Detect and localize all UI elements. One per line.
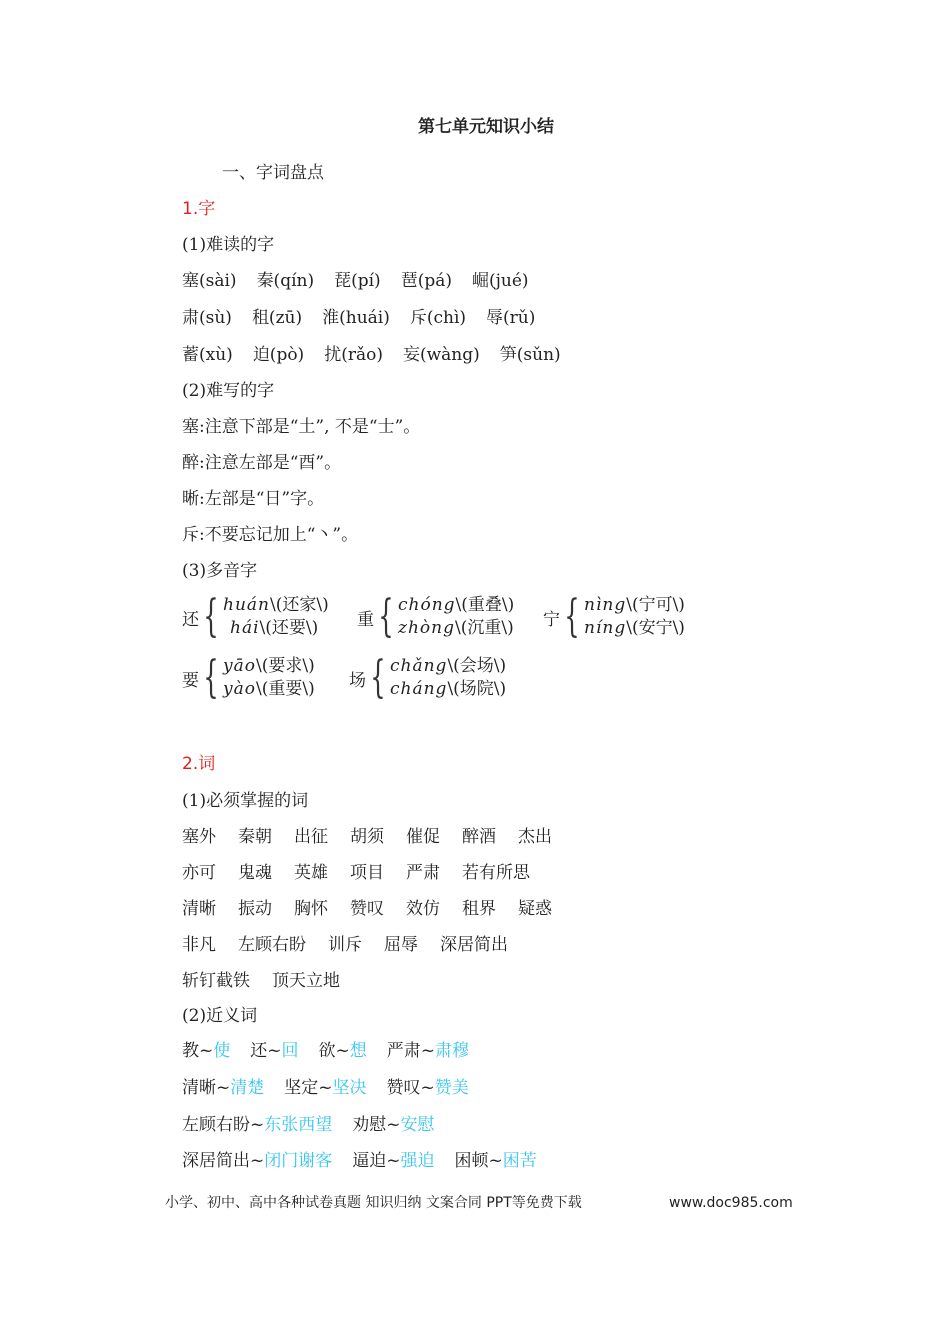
word-item: 斩钉截铁: [182, 971, 250, 991]
word-item: 屈辱: [384, 935, 418, 955]
hard-read-row-1: [182, 270, 549, 292]
synonym-row: [182, 1150, 557, 1172]
brace: {: [203, 591, 219, 642]
polyphonic-group: [349, 652, 507, 703]
word-item: 杰出: [518, 827, 552, 847]
pinyin: níng: [584, 618, 627, 638]
word-item: 项目: [350, 863, 384, 883]
char-item: 蓄(xù): [182, 345, 233, 365]
word-item: 振动: [238, 899, 272, 919]
synonym-word: 困顿~: [454, 1151, 503, 1171]
subsection-chars: 1.字: [182, 199, 216, 219]
hard-read-label: (1)难读的字: [182, 235, 275, 255]
brace: {: [378, 591, 394, 642]
char-item: 租(zū): [251, 308, 303, 328]
example-word: \(宁可\): [626, 595, 685, 615]
subsection-words: 2.词: [182, 754, 216, 774]
footer-link[interactable]: www.doc985.com: [669, 1195, 793, 1211]
page-title: 第七单元知识小结: [418, 117, 554, 137]
polyphonic-group: [182, 591, 329, 642]
synonym-word: 严肃~: [386, 1041, 435, 1061]
brace: {: [370, 652, 386, 703]
hard-read-row-3: [182, 344, 581, 366]
polyphonic-label: (3)多音字: [182, 561, 258, 581]
word-item: 清晰: [182, 899, 216, 919]
word-item: 顶天立地: [272, 971, 340, 991]
word-item: 出征: [294, 827, 328, 847]
brace: {: [203, 652, 219, 703]
synonym-answer: 清楚: [230, 1078, 265, 1098]
char-item: 扰(rǎo): [324, 345, 383, 365]
word-item: 深居简出: [440, 935, 508, 955]
synonym-answer: 东张西望: [264, 1115, 333, 1135]
char-item: 斥(chì): [409, 308, 467, 328]
hard-write-label: (2)难写的字: [182, 381, 275, 401]
pinyin: yāo: [223, 656, 256, 676]
pinyin: zhòng: [398, 618, 455, 638]
synonym-word: 左顾右盼~: [182, 1115, 265, 1135]
synonym-answer: 使: [213, 1041, 231, 1061]
example-word: \(重要\): [255, 679, 315, 699]
synonym-word: 清晰~: [182, 1078, 231, 1098]
synonym-word: 教~: [182, 1041, 214, 1061]
char-item: 迫(pò): [252, 345, 305, 365]
hard-write-item: 塞:注意下部是“土”, 不是“士”。: [182, 417, 421, 437]
word-item: 赞叹: [350, 899, 384, 919]
example-word: \(重叠\): [455, 595, 515, 615]
char-item: 淮(huái): [322, 308, 390, 328]
word-item: 醉酒: [462, 827, 496, 847]
synonym-word: 还~: [250, 1041, 282, 1061]
hard-write-item: 斥:不要忘记加上“丶”。: [182, 525, 359, 545]
hard-read-row-2: [182, 307, 555, 329]
word-item: 秦朝: [238, 827, 272, 847]
word-item: 训斥: [328, 935, 362, 955]
synonym-word: 逼迫~: [352, 1151, 401, 1171]
synonym-word: 赞叹~: [386, 1078, 435, 1098]
example-word: \(安宁\): [626, 618, 685, 638]
char-item: 秦(qín): [256, 271, 315, 291]
word-row: [182, 862, 552, 884]
example-word: \(会场\): [447, 656, 507, 676]
polyphonic-group: [182, 652, 315, 703]
word-item: 塞外: [182, 827, 216, 847]
pinyin: chóng: [398, 595, 456, 615]
word-item: 左顾右盼: [238, 935, 306, 955]
synonym-answer: 肃穆: [435, 1041, 469, 1061]
pinyin: cháng: [390, 679, 448, 699]
synonym-answer: 困苦: [502, 1151, 537, 1171]
word-item: 胡须: [350, 827, 384, 847]
synonym-row: [182, 1040, 489, 1062]
char-item: 肃(sù): [182, 308, 232, 328]
word-item: 催促: [406, 827, 440, 847]
char-item: 塞(sài): [182, 271, 237, 291]
pinyin: hái: [230, 618, 260, 638]
example-word: \(沉重\): [454, 618, 514, 638]
char-item: 妄(wàng): [402, 345, 480, 365]
word-item: 胸怀: [294, 899, 328, 919]
example-word: \(还要\): [259, 618, 319, 638]
word-row: [182, 826, 574, 848]
synonym-answer: 闭门谢客: [264, 1151, 333, 1171]
hard-write-item: 晰:左部是“日”字。: [182, 489, 325, 509]
pinyin: huán: [223, 595, 270, 615]
char-item: 琵(pí): [334, 271, 381, 291]
synonym-word: 欲~: [318, 1041, 350, 1061]
word-item: 英雄: [294, 863, 328, 883]
polyphonic-group: [357, 591, 515, 642]
word-row: [182, 970, 362, 992]
synonym-row: [182, 1077, 489, 1099]
synonym-answer: 安慰: [400, 1115, 435, 1135]
word-row: [182, 898, 574, 920]
example-word: \(要求\): [255, 656, 315, 676]
word-item: 若有所思: [462, 863, 530, 883]
example-word: \(场院\): [447, 679, 507, 699]
example-word: \(还家\): [269, 595, 329, 615]
poly-char: 重: [357, 609, 374, 630]
synonym-row: [182, 1114, 455, 1136]
word-item: 非凡: [182, 935, 216, 955]
synonym-answer: 想: [349, 1041, 367, 1061]
polyphonic-group: [543, 591, 685, 642]
synonym-answer: 坚决: [332, 1078, 367, 1098]
section-heading: 一、字词盘点: [222, 163, 324, 183]
poly-char: 要: [182, 670, 199, 691]
synonym-word: 劝慰~: [352, 1115, 401, 1135]
poly-char: 还: [182, 609, 199, 630]
word-item: 效仿: [406, 899, 440, 919]
word-item: 鬼魂: [238, 863, 272, 883]
word-item: 亦可: [182, 863, 216, 883]
synonym-answer: 强迫: [400, 1151, 435, 1171]
footer-text: 小学、初中、高中各种试卷真题 知识归纳 文案合同 PPT等免费下载: [165, 1195, 582, 1211]
pinyin: yào: [223, 679, 256, 699]
brace: {: [564, 591, 580, 642]
char-item: 辱(rǔ): [486, 308, 536, 328]
pinyin: nìng: [584, 595, 627, 615]
char-item: 琶(pá): [400, 271, 452, 291]
synonym-word: 坚定~: [284, 1078, 333, 1098]
synonym-label: (2)近义词: [182, 1006, 258, 1026]
synonym-answer: 赞美: [434, 1078, 469, 1098]
poly-char: 场: [349, 670, 366, 691]
hard-write-item: 醉:注意左部是“酉”。: [182, 453, 342, 473]
word-item: 严肃: [406, 863, 440, 883]
word-item: 疑惑: [518, 899, 552, 919]
word-row: [182, 934, 530, 956]
synonym-word: 深居简出~: [182, 1151, 265, 1171]
poly-char: 宁: [543, 609, 560, 630]
word-item: 租界: [462, 899, 496, 919]
synonym-answer: 回: [281, 1041, 299, 1061]
must-know-label: (1)必须掌握的词: [182, 791, 309, 811]
char-item: 崛(jué): [472, 271, 529, 291]
pinyin: chǎng: [390, 656, 448, 676]
char-item: 笋(sǔn): [499, 345, 561, 365]
